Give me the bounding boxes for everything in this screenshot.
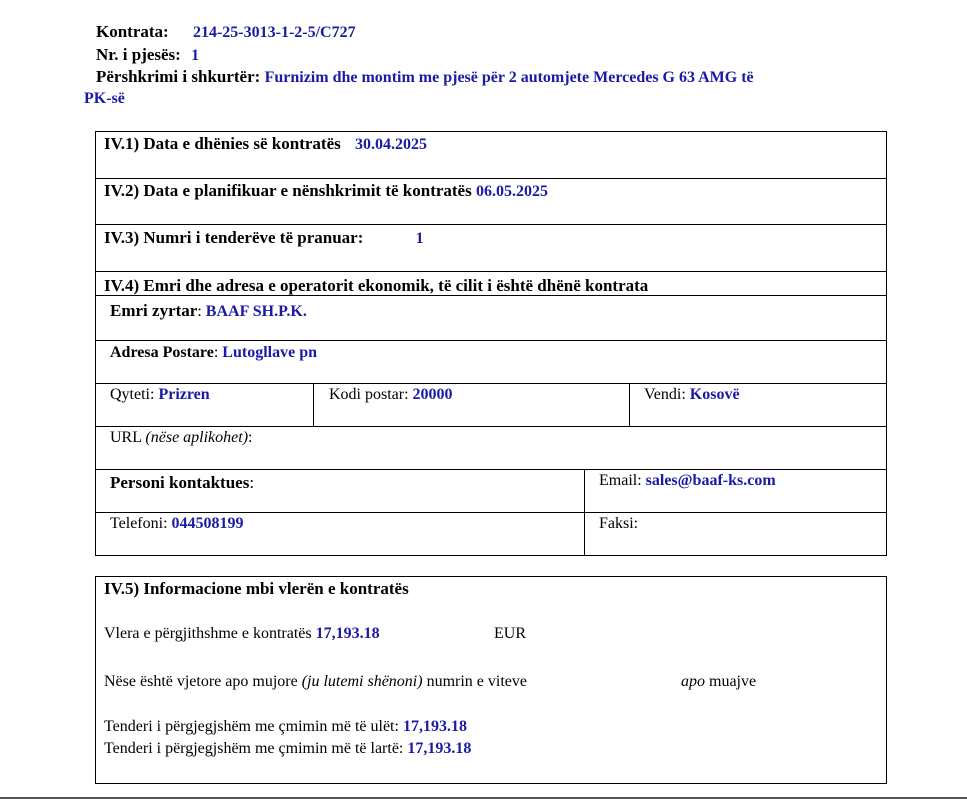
contract-number: 214-25-3013-1-2-5/C727 (192, 24, 356, 41)
postal-address-label: Adresa Postare (110, 344, 214, 361)
city-cell (110, 386, 210, 404)
fax-label: Faksi: (599, 515, 639, 532)
official-name-value: BAAF SH.P.K. (205, 303, 307, 320)
annual-months-row (681, 673, 756, 691)
lowest-price-row (104, 718, 467, 736)
phone-cell (110, 515, 244, 533)
city-value: Prizren (158, 386, 210, 403)
total-value: 17,193.18 (315, 625, 380, 642)
postal-address-row: Adresa Postare: Lutogllave pn (110, 344, 317, 361)
tenders-count-label: IV.3) Numri i tenderëve të pranuar: (104, 228, 364, 247)
url-note: (nëse aplikohet) (145, 429, 249, 446)
contact-person-label: Personi kontaktues (110, 473, 250, 492)
highest-price-value: 17,193.18 (407, 740, 472, 757)
lowest-price-label: Tenderi i përgjegjshëm me çmimin më të ulët: (104, 718, 399, 735)
url-colon: : (248, 429, 253, 446)
iv2-row (104, 181, 548, 201)
iv5-title: IV.5) Informacione mbi vlerën e kontratës (104, 579, 409, 598)
url-label: URL (110, 429, 142, 446)
postal-address-value: Lutogllave pn (222, 344, 317, 361)
postal-code-label: Kodi postar: (329, 386, 409, 403)
country-value: Kosovë (689, 386, 740, 403)
country-cell (644, 386, 740, 404)
lot-line (96, 45, 199, 65)
award-date-label: IV.1) Data e dhënies së kontratës (104, 134, 341, 153)
contract-line (96, 22, 356, 42)
fax-cell (599, 515, 638, 533)
divider (95, 426, 887, 427)
email-label: Email: (599, 472, 642, 489)
annual-text: Nëse është vjetore apo mujore (104, 673, 298, 690)
signing-date-value: 06.05.2025 (475, 183, 548, 200)
award-date-value: 30.04.2025 (355, 136, 427, 153)
annual-months: muajve (709, 673, 757, 690)
contract-label: Kontrata: (96, 22, 169, 41)
divider (95, 271, 887, 272)
annual-years-text: numrin e viteve (426, 673, 527, 690)
column-divider (313, 383, 314, 426)
annual-or: apo (681, 673, 705, 690)
short-description-value-cont: PK-së (84, 90, 125, 107)
contact-person-row: Personi kontaktues: (110, 473, 255, 492)
email-cell (599, 472, 776, 490)
email-value: sales@baaf-ks.com (645, 472, 776, 489)
page-bottom-rule (0, 797, 967, 799)
official-name-label: Emri zyrtar (110, 301, 198, 320)
lot-label: Nr. i pjesës: (96, 45, 181, 64)
column-divider (629, 383, 630, 426)
divider (95, 224, 887, 225)
divider (95, 178, 887, 179)
country-label: Vendi: (644, 386, 686, 403)
divider (95, 340, 887, 341)
total-value-row (104, 625, 380, 643)
iv4-title: IV.4) Emri dhe adresa e operatorit ekonomik, të cilit i është dhënë kontrata (104, 276, 649, 295)
highest-price-label: Tenderi i përgjegjshëm me çmimin më të lartë: (104, 740, 404, 757)
divider (95, 512, 887, 513)
iv1-row (104, 134, 427, 154)
lot-number: 1 (191, 47, 200, 64)
currency: EUR (494, 625, 526, 642)
annual-row (104, 673, 527, 691)
column-divider (584, 469, 585, 556)
phone-label: Telefoni: (110, 515, 168, 532)
lowest-price-value: 17,193.18 (402, 718, 467, 735)
city-label: Qyteti: (110, 386, 155, 403)
short-description-value: Furnizim dhe montim me pjesë për 2 automjete Mercedes G 63 AMG të (264, 69, 754, 86)
phone-value: 044508199 (171, 515, 244, 532)
official-name-row: Emri zyrtar: BAAF SH.P.K. (110, 301, 307, 320)
postal-code-cell (329, 386, 453, 404)
total-value-label: Vlera e përgjithshme e kontratës (104, 625, 312, 642)
iv3-row (104, 228, 424, 248)
signing-date-label: IV.2) Data e planifikuar e nënshkrimit të kontratës (104, 181, 472, 200)
url-row (110, 429, 252, 447)
tenders-count-value: 1 (415, 230, 424, 247)
short-description-label: Përshkrimi i shkurtër: (96, 67, 261, 86)
postal-code-value: 20000 (412, 386, 453, 403)
divider (95, 469, 887, 470)
divider (95, 383, 887, 384)
short-description-line (96, 67, 754, 87)
annual-note: (ju lutemi shënoni) (301, 673, 423, 690)
highest-price-row (104, 740, 471, 758)
